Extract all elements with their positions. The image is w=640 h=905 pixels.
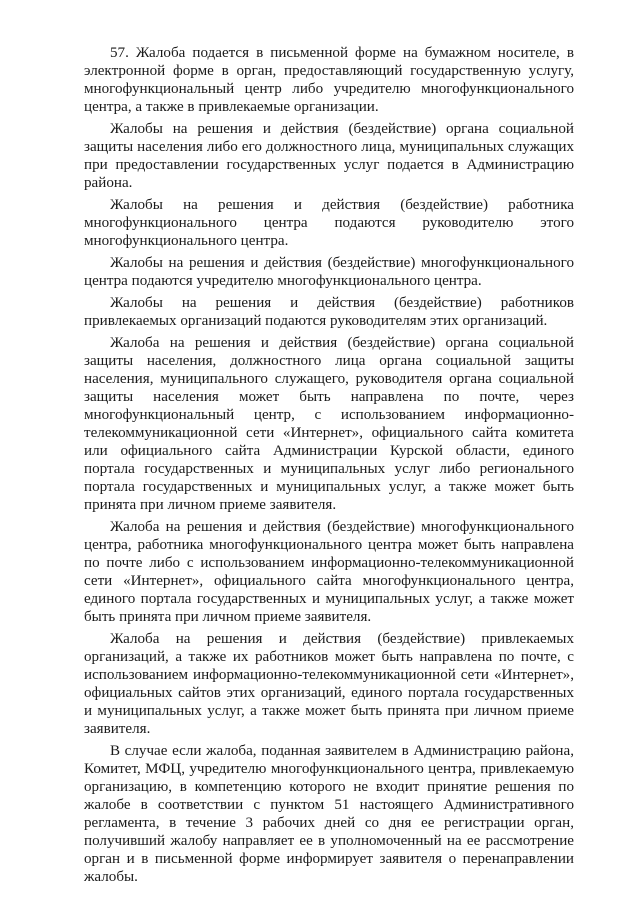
paragraph-submission-organizations: Жалоба на решения и действия (бездействие) привлекаемых организаций, а также их работников может быть направлена по почте, с использованием информационно-телекоммуникационной сети «Интернет», официальных сайтов этих организаций, единого портала государственных и муниципальных услуг, а также может быть принята при личном приеме заявителя.: [84, 631, 574, 737]
document-page: [84, 44, 574, 890]
paragraph-complaints-mfc: Жалобы на решения и действия (бездействие) многофункционального центра подаются учредителю многофункционального центра.: [84, 255, 574, 289]
paragraph-submission-mfc: Жалоба на решения и действия (бездействие) многофункционального центра, работника многофункционального центра может быть направлена по почте либо с использованием информационно-телекоммуникационной сети «Интернет», официального сайта многофункционального центра, единого портала государственных и муниципальных услуг, а также может быть принята при личном приеме заявителя.: [84, 519, 574, 625]
paragraph-complaints-mfc-worker: Жалобы на решения и действия (бездействие) работника многофункционального центра подаются руководителю этого многофункционального центра.: [84, 197, 574, 249]
paragraph-submission-social-protection: Жалоба на решения и действия (бездействие) органа социальной защиты населения, должностного лица органа социальной защиты населения, муниципального служащего, руководителя органа социальной защиты населения может быть направлена по почте, через многофункциональный центр, с использованием информационно-телекоммуникационной сети «Интернет», официального сайта комитета или официального сайта Администрации Курской области, единого портала государственных и муниципальных услуг либо регионального портала государственных и муниципальных услуг, а также может быть принята при личном приеме заявителя.: [84, 335, 574, 513]
paragraph-complaints-organizations: Жалобы на решения и действия (бездействие) работников привлекаемых организаций подаются руководителям этих организаций.: [84, 295, 574, 329]
paragraph-redirection: В случае если жалоба, поданная заявителем в Администрацию района, Комитет, МФЦ, учредителю многофункционального центра, привлекаемую организацию, в компетенцию которого не входит принятие решения по жалобе в соответствии с пунктом 51 настоящего Административного регламента, в течение 3 рабочих дней со дня ее регистрации орган, получивший жалобу направляет ее в уполномоченный на ее рассмотрение орган и в письменной форме информирует заявителя о перенаправлении жалобы.: [84, 743, 574, 885]
paragraph-57: 57. Жалоба подается в письменной форме на бумажном носителе, в электронной форме в орган, предоставляющий государственную услугу, многофункциональный центр либо учредителю многофункционального центра, а также в привлекаемые организации.: [84, 45, 574, 115]
paragraph-complaints-social-protection: Жалобы на решения и действия (бездействие) органа социальной защиты населения либо его должностного лица, муниципальных служащих при предоставлении государственных услуг подается в Администрацию района.: [84, 121, 574, 191]
